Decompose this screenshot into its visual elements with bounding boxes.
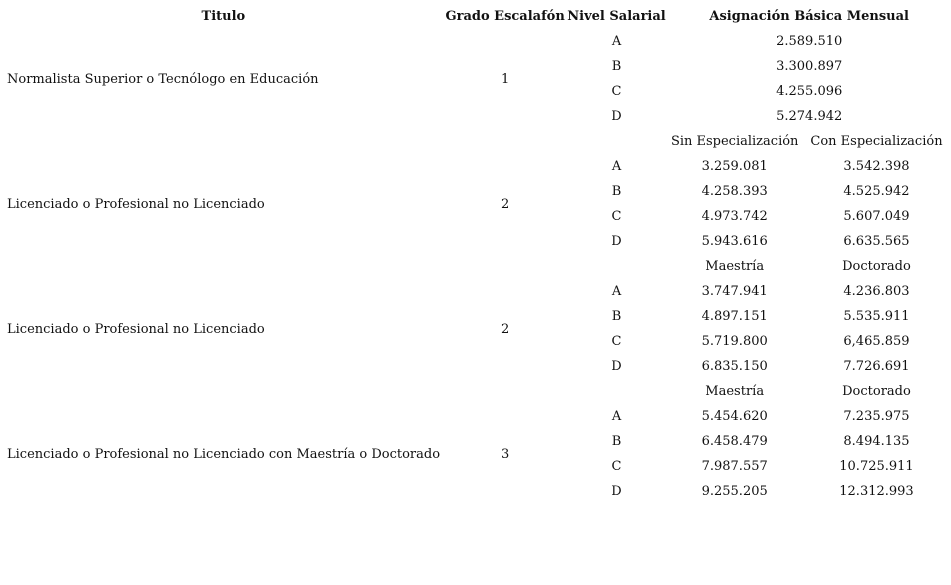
header-grado: Grado Escalafón	[445, 9, 565, 24]
value-cell: 9.255.205	[701, 484, 768, 499]
nivel-cell: A	[611, 284, 622, 299]
nivel-cell: D	[611, 484, 622, 499]
nivel-cell: B	[611, 309, 622, 324]
group-grado: 2	[501, 321, 510, 337]
value-cell: 4.973.742	[701, 209, 768, 224]
nivel-cell: A	[611, 34, 622, 49]
value-cell: 6.635.565	[843, 234, 910, 249]
nivel-cell: D	[611, 109, 622, 124]
value-cell: 5.535.911	[843, 309, 910, 324]
value-cell: 10.725.911	[839, 459, 914, 474]
group-grado: 2	[501, 196, 510, 212]
nivel-cell: D	[611, 234, 622, 249]
subheader-row	[2, 129, 951, 154]
group-titulo: Licenciado o Profesional no Licenciado	[7, 321, 265, 337]
header-row	[2, 4, 951, 29]
nivel-cell: C	[611, 459, 622, 474]
group-titulo: Normalista Superior o Tecnólogo en Educación	[7, 71, 319, 87]
value-cell: 4.525.942	[843, 184, 910, 199]
nivel-cell: B	[611, 59, 622, 74]
value-cell: 5.719.800	[701, 334, 768, 349]
value-cell: 5.607.049	[843, 209, 910, 224]
value-cell: 5.943.616	[701, 234, 768, 249]
value-cell: 6.835.150	[701, 359, 768, 374]
value-cell: 3.259.081	[701, 159, 768, 174]
value-cell: 3.300.897	[776, 59, 843, 74]
value-cell: 12.312.993	[839, 484, 914, 499]
nivel-cell: C	[611, 84, 622, 99]
value-cell: 8.494.135	[843, 434, 910, 449]
subheader-right: Con Especialización	[810, 134, 943, 149]
header-nivel: Nivel Salarial	[567, 9, 666, 24]
subheader-right: Doctorado	[842, 384, 911, 399]
value-cell: 5.454.620	[701, 409, 768, 424]
table-row	[2, 404, 951, 429]
table-row	[2, 154, 951, 179]
nivel-cell: A	[611, 159, 622, 174]
value-cell: 7.235.975	[843, 409, 910, 424]
header-titulo: Titulo	[201, 9, 246, 24]
value-cell: 5.274.942	[776, 109, 843, 124]
header-asignacion: Asignación Básica Mensual	[709, 9, 909, 24]
subheader-row	[2, 254, 951, 279]
value-cell: 3.542.398	[843, 159, 910, 174]
value-cell: 3.747.941	[701, 284, 768, 299]
value-cell: 6.458.479	[701, 434, 768, 449]
nivel-cell: C	[611, 209, 622, 224]
table-row	[2, 279, 951, 304]
subheader-left: Sin Especialización	[670, 134, 799, 149]
nivel-cell: A	[611, 409, 622, 424]
value-cell: 4.255.096	[776, 84, 843, 99]
subheader-left: Maestría	[705, 259, 765, 274]
group-titulo: Licenciado o Profesional no Licenciado con Maestría o Doctorado	[7, 446, 441, 462]
salary-table	[2, 4, 951, 504]
nivel-cell: D	[611, 359, 622, 374]
table-row	[2, 29, 951, 54]
subheader-left: Maestría	[705, 384, 765, 399]
value-cell: 4.258.393	[701, 184, 768, 199]
group-titulo: Licenciado o Profesional no Licenciado	[7, 196, 265, 212]
nivel-cell: B	[611, 184, 622, 199]
value-cell: 4.897.151	[701, 309, 768, 324]
value-cell: 7.987.557	[701, 459, 768, 474]
nivel-cell: C	[611, 334, 622, 349]
value-cell: 2.589.510	[776, 34, 843, 49]
value-cell: 7.726.691	[843, 359, 910, 374]
group-grado: 1	[501, 71, 510, 87]
subheader-row	[2, 379, 951, 404]
subheader-right: Doctorado	[842, 259, 911, 274]
group-grado: 3	[501, 446, 510, 462]
value-cell: 4.236.803	[843, 284, 910, 299]
nivel-cell: B	[611, 434, 622, 449]
value-cell: 6,465.859	[843, 334, 910, 349]
